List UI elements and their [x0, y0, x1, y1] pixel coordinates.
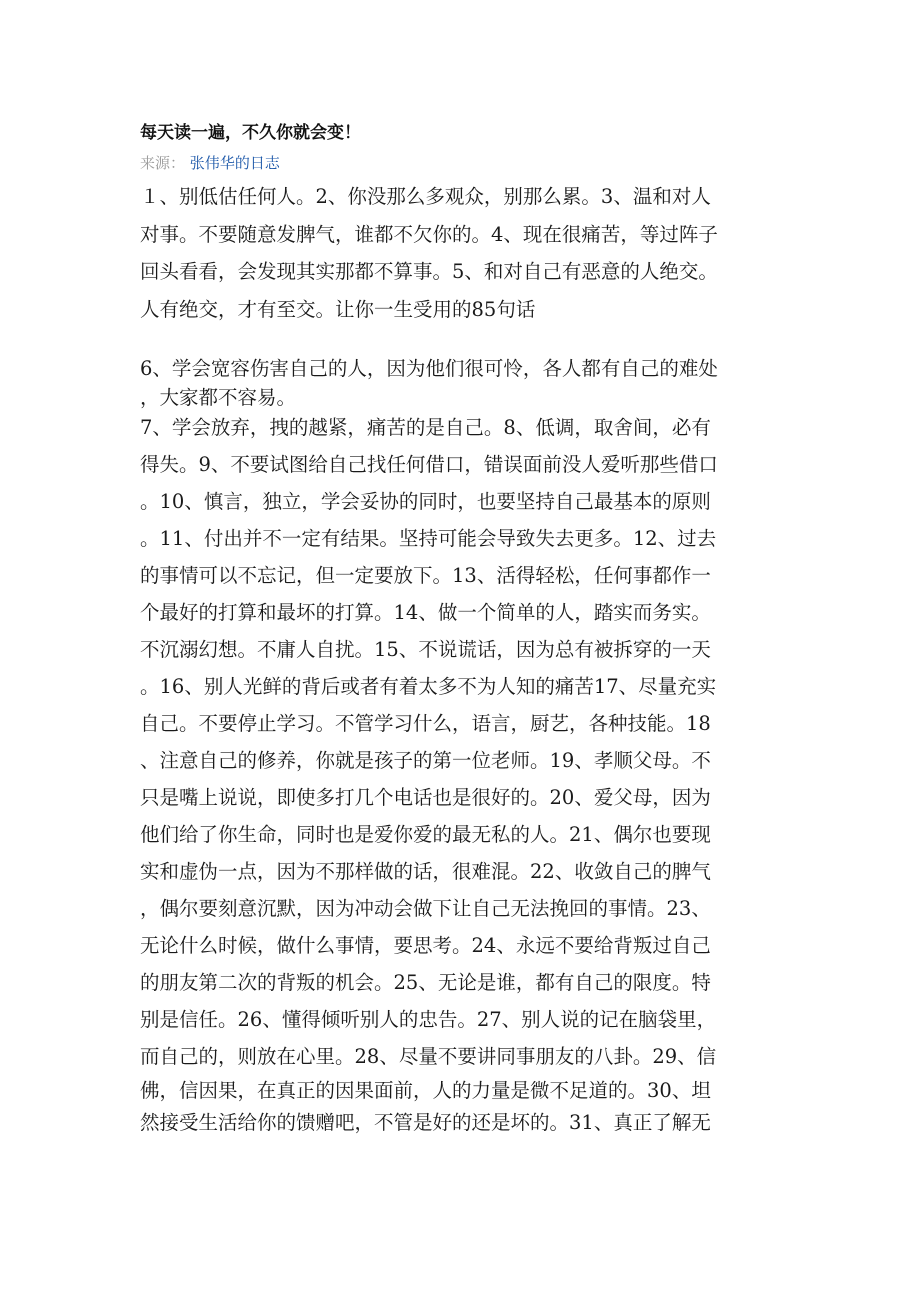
paragraph-line: 佛，信因果，在真正的因果面前，人的力量是微不足道的。30、坦: [140, 1078, 711, 1102]
paragraph-list: [140, 351, 780, 1139]
paragraph-line: 。16、别人光鲜的背后或者有着太多不为人知的痛苦17、尽量充实: [140, 674, 717, 698]
paragraph-line: ，偶尔要刻意沉默，因为冲动会做下让自己无法挽回的事情。23、: [140, 896, 711, 920]
paragraph-line: 的朋友第二次的背叛的机会。25、无论是谁，都有自己的限度。特: [140, 970, 711, 994]
paragraph-line: 的事情可以不忘记，但一定要放下。13、活得轻松，任何事都作一: [140, 563, 711, 587]
article-title: 每天读一遍，不久你就会变！: [140, 123, 361, 143]
paragraph-line: 。10、慎言，独立，学会妥协的同时，也要坚持自己最基本的原则: [140, 489, 711, 513]
source-author-suffix: 华的日志: [219, 154, 280, 172]
paragraph-line: 人有绝交，才有至交。让你一生受用的85句话: [140, 298, 536, 322]
paragraph-line: 、注意自己的修养，你就是孩子的第一位老师。19、孝顺父母。不: [140, 748, 711, 772]
paragraph-line: 。11、付出并不一定有结果。坚持可能会导致失去更多。12、过去: [140, 526, 717, 550]
paragraph-line: 不沉溺幻想。不庸人自扰。15、不说谎话，因为总有被拆穿的一天: [140, 637, 711, 661]
paragraph-line: 6、学会宽容伤害自己的人，因为他们很可怜，各人都有自己的难处: [140, 356, 718, 380]
source-author-name: 张伟: [189, 154, 220, 172]
paragraph-line: 得失。9、不要试图给自己找任何借口，错误面前没人爱听那些借口: [140, 452, 718, 476]
paragraph-line: ，大家都不容易。: [140, 386, 297, 409]
paragraph-line: 回头看看，会发现其实那都不算事。5、和对自己有恶意的人绝交。: [140, 260, 718, 284]
paragraph-line: 自己。不要停止学习。不管学习什么，语言，厨艺，各种技能。18: [140, 711, 711, 735]
paragraph-line: 而自己的，则放在心里。28、尽量不要讲同事朋友的八卦。29、信: [140, 1044, 717, 1068]
paragraph-line: 对事。不要随意发脾气，谁都不欠你的。4、现在很痛苦，等过阵子: [140, 222, 718, 246]
paragraph-line: 7、学会放弃，拽的越紧，痛苦的是自己。8、低调，取舍间，必有: [140, 415, 711, 439]
article-source: [140, 148, 780, 178]
article: [140, 118, 780, 1139]
paragraph-line: 别是信任。26、懂得倾听别人的忠告。27、别人说的记在脑袋里，: [140, 1007, 717, 1031]
paragraph-line: 只是嘴上说说，即使多打几个电话也是很好的。20、爱父母，因为: [140, 785, 711, 809]
paragraph-line: １、别低估任何人。2、你没那么多观众，别那么累。3、温和对人: [140, 185, 711, 208]
paragraph-line: 个最好的打算和最坏的打算。14、做一个简单的人，踏实而务实。: [140, 600, 711, 624]
paragraph-line: 实和虚伪一点，因为不那样做的话，很难混。22、收敛自己的脾气: [140, 859, 711, 883]
paragraph-line: 然接受生活给你的馈赠吧，不管是好的还是坏的。31、真正了解无: [140, 1110, 711, 1134]
paragraph-line: 他们给了你生命，同时也是爱你爱的最无私的人。21、偶尔也要现: [140, 822, 711, 846]
source-author-link[interactable]: [190, 154, 280, 172]
paragraph-intro: [140, 178, 780, 329]
paragraph-line: 无论什么时候，做什么事情，要思考。24、永远不要给背叛过自己: [140, 933, 711, 957]
source-label: 来源：: [140, 154, 186, 172]
